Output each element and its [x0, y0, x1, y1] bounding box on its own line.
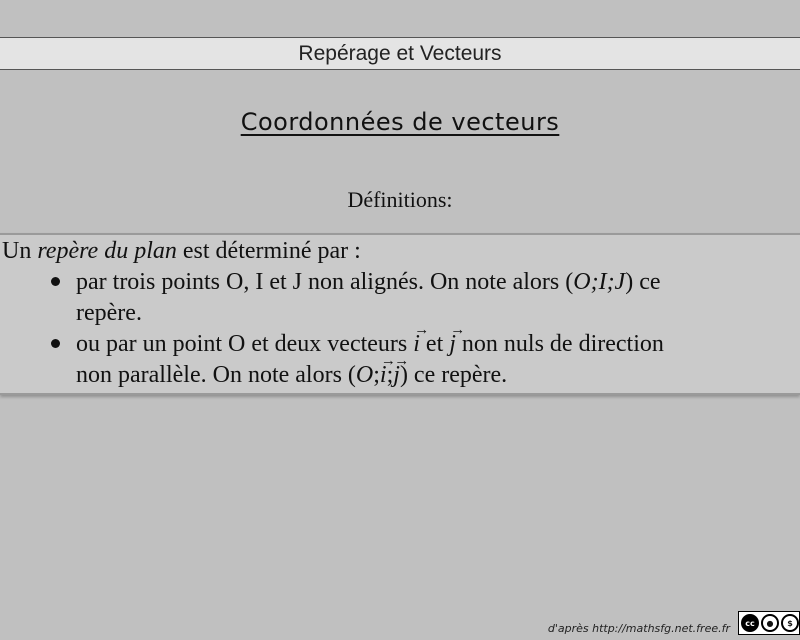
cc-icon: cc [741, 614, 759, 632]
footer-credit: d'après http://mathsfg.net.free.fr [547, 622, 730, 635]
header-title: Repérage et Vecteurs [298, 41, 502, 65]
definition-block-title: Définitions: [347, 187, 453, 212]
list-item-continuation: repère. [76, 300, 142, 326]
definition-block [0, 233, 800, 395]
by-icon: ● [761, 614, 779, 632]
bullet-icon [51, 339, 63, 351]
definition-intro: Un repère du plan est déterminé par : [2, 238, 361, 264]
list-item: ou par un point O et deux vecteurs i → et j → non nuls de direction [76, 329, 664, 360]
list-item: par trois points O, I et J non alignés. On note alors (O;I;J) ce [76, 269, 661, 295]
defined-term: repère du plan [37, 238, 177, 264]
vector-j: j → [449, 329, 456, 360]
vector-i: i → [413, 329, 420, 360]
bullet-icon [51, 277, 63, 289]
section-title: Coordonnées de vecteurs [240, 108, 560, 136]
cc-by-nc-sa-icon [738, 611, 800, 635]
header-bar [0, 37, 800, 70]
list-item-continuation: non parallèle. On note alors (O;i →;j →) ce repère. [76, 360, 507, 391]
nc-icon: $ [781, 614, 799, 632]
